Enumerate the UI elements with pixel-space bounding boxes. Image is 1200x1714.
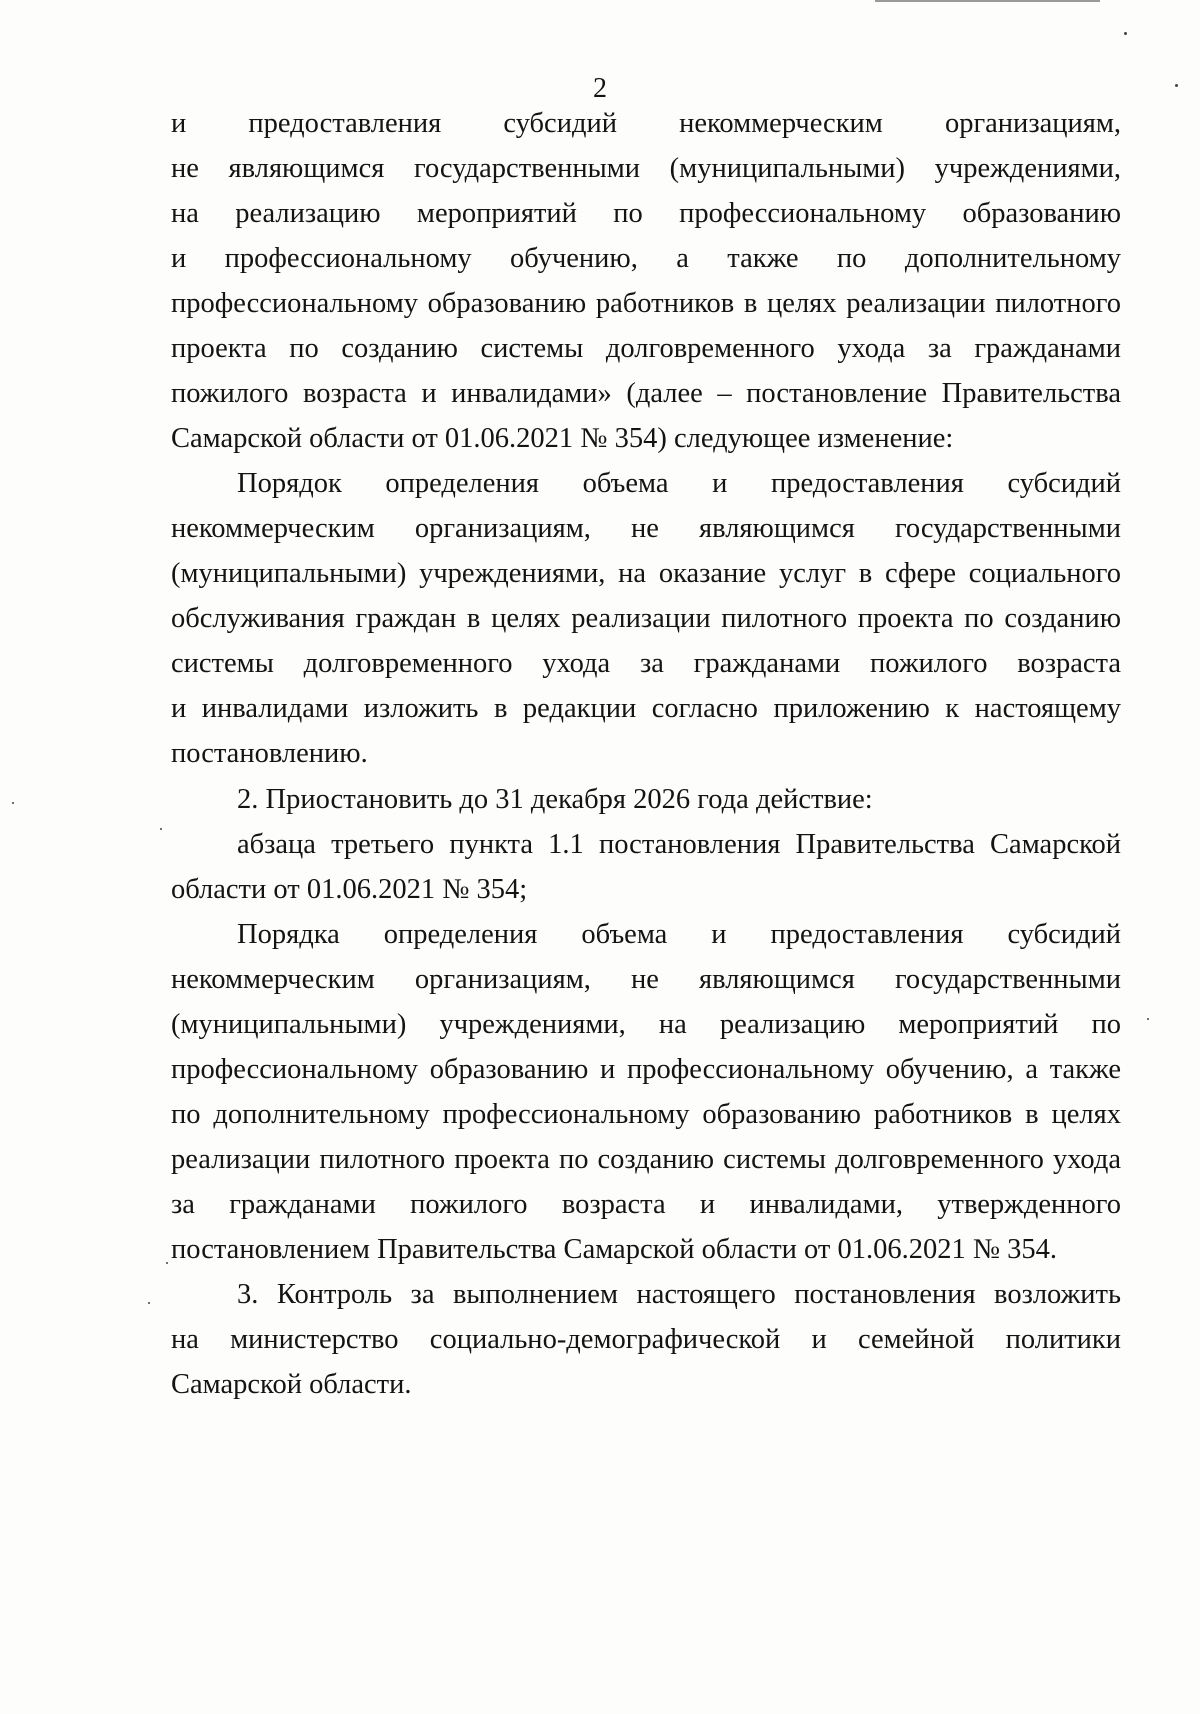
text-line: проекта по созданию системы долговременного ухода за гражданами: [171, 333, 1121, 364]
scan-speck: [166, 1262, 168, 1264]
text-line: не являющимся государственными (муниципальными) учреждениями,: [171, 153, 1121, 184]
text-line: пожилого возраста и инвалидами» (далее – постановление Правительства: [171, 378, 1121, 409]
scan-speck: [160, 828, 162, 830]
scan-speck: [1147, 1018, 1149, 1020]
text-line: профессиональному образованию работников в целях реализации пилотного: [171, 288, 1121, 319]
text-line: Порядка определения объема и предоставления субсидий: [237, 919, 1121, 950]
text-line: Самарской области от 01.06.2021 № 354) следующее изменение:: [171, 423, 954, 454]
text-line: на министерство социально-демографической и семейной политики: [171, 1324, 1121, 1355]
text-line: 2. Приостановить до 31 декабря 2026 года действие:: [237, 784, 873, 815]
text-line: некоммерческим организациям, не являющимся государственными: [171, 513, 1121, 544]
text-line: (муниципальными) учреждениями, на реализацию мероприятий по: [171, 1009, 1121, 1040]
text-line: Порядок определения объема и предоставления субсидий: [237, 468, 1121, 499]
text-line: реализации пилотного проекта по созданию системы долговременного ухода: [171, 1144, 1121, 1175]
text-line: обслуживания граждан в целях реализации пилотного проекта по созданию: [171, 603, 1121, 634]
text-line: профессиональному образованию и профессиональному обучению, а также: [171, 1054, 1121, 1085]
text-line: за гражданами пожилого возраста и инвалидами, утвержденного: [171, 1189, 1121, 1220]
text-line: постановлению.: [171, 738, 368, 769]
scan-speck: [1175, 84, 1178, 87]
page-number: 2: [593, 73, 607, 104]
text-line: постановлением Правительства Самарской области от 01.06.2021 № 354.: [171, 1234, 1058, 1265]
text-line: и инвалидами изложить в редакции согласно приложению к настоящему: [171, 693, 1121, 724]
text-line: на реализацию мероприятий по профессиональному образованию: [171, 198, 1121, 229]
text-line: некоммерческим организациям, не являющимся государственными: [171, 964, 1121, 995]
text-line: абзаца третьего пункта 1.1 постановления Правительства Самарской: [237, 829, 1121, 860]
text-line: и профессиональному обучению, а также по дополнительному: [171, 243, 1121, 274]
top-edge-rule: [875, 0, 1100, 2]
text-line: Самарской области.: [171, 1369, 412, 1400]
text-line: системы долговременного ухода за гражданами пожилого возраста: [171, 648, 1121, 679]
scan-speck: [12, 802, 14, 804]
text-line: 3. Контроль за выполнением настоящего постановления возложить: [237, 1279, 1121, 1310]
scan-speck: [148, 1302, 150, 1304]
text-line: и предоставления субсидий некоммерческим организациям,: [171, 108, 1121, 139]
text-line: по дополнительному профессиональному образованию работников в целях: [171, 1099, 1121, 1130]
text-line: (муниципальными) учреждениями, на оказание услуг в сфере социального: [171, 558, 1121, 589]
scan-speck: [1124, 32, 1127, 35]
text-line: области от 01.06.2021 № 354;: [171, 874, 528, 905]
